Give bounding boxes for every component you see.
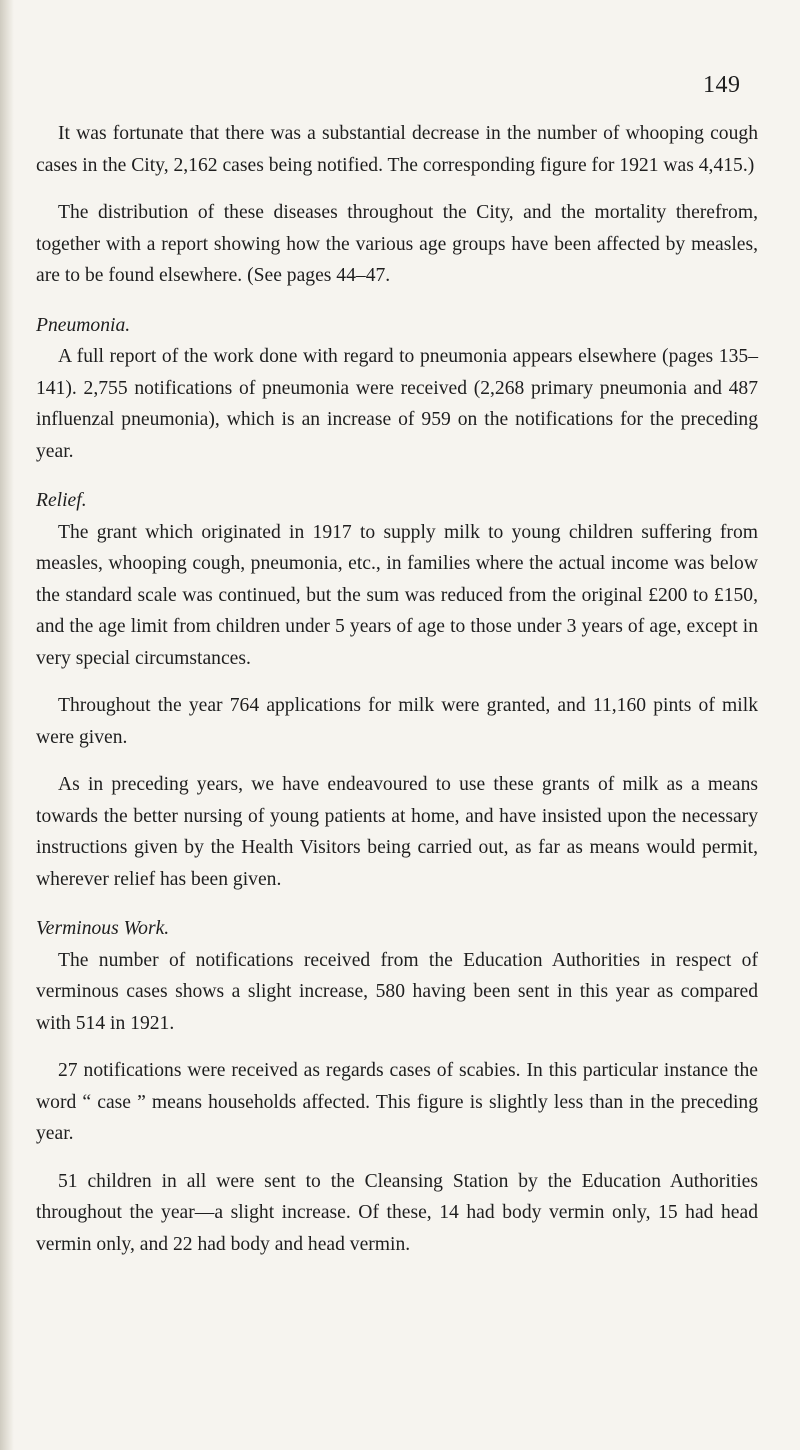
page-number: 149: [703, 72, 741, 98]
section-heading-relief: Relief.: [36, 490, 87, 511]
section-heading-pneumonia: Pneumonia.: [36, 314, 131, 336]
body-text: [36, 118, 758, 1260]
paragraph-verminous-notifications: The number of notifications received from the Education Authorities in respect of verminous cases shows a slight increase, 580 having been sent in this year as compared with 514 in 1921.: [36, 949, 758, 1034]
paragraph-scabies: 27 notifications were received as regards cases of scabies. In this particular instance the word “ case ” means households affected. This figure is slightly less than in the preceding year.: [36, 1060, 758, 1144]
paragraph-relief-nursing: As in preceding years, we have endeavoured to use these grants of milk as a means towards the better nursing of young patients at home, and have insisted upon the necessary instructions given by the Health Visitors being carried out, as far as means would permit, wherever relief has been given.: [36, 774, 758, 890]
paragraph-relief-grant: The grant which originated in 1917 to supply milk to young children suffering from measles, whooping cough, pneumonia, etc., in families where the actual income was below the standard scale was continued, but the sum was reduced from the original £200 to £150, and the age limit from children under 5 years of age to those under 3 years of age, except in very special circumstances.: [36, 521, 758, 669]
paragraph-pneumonia: A full report of the work done with regard to pneumonia appears elsewhere (pages 135–141). 2,755 notifications of pneumonia were received (2,268 primary pneumonia and 487 influenzal pneumonia), which is an increase of 959 on the notifications for the preceding year.: [36, 346, 758, 462]
paragraph-relief-applications: Throughout the year 764 applications for milk were granted, and 11,160 pints of milk were given.: [36, 695, 758, 748]
paragraph-whooping-cough: It was fortunate that there was a substantial decrease in the number of whooping cough cases in the City, 2,162 cases being notified. The corresponding figure for 1921 was 4,415.): [36, 123, 758, 176]
section-heading-verminous-work: Verminous Work.: [36, 918, 170, 939]
page-edge-shadow: [0, 0, 14, 1450]
paragraph-cleansing-station: 51 children in all were sent to the Cleansing Station by the Education Authorities throughout the year—a slight increase. Of these, 14 had body vermin only, 15 had head vermin only, and 22 had body and head vermin.: [36, 1170, 758, 1255]
paragraph-distribution: The distribution of these diseases throughout the City, and the mortality therefrom, together with a report showing how the various age groups have been affected by measles, are to be found elsewhere. (See pages 44–47.: [36, 202, 758, 286]
